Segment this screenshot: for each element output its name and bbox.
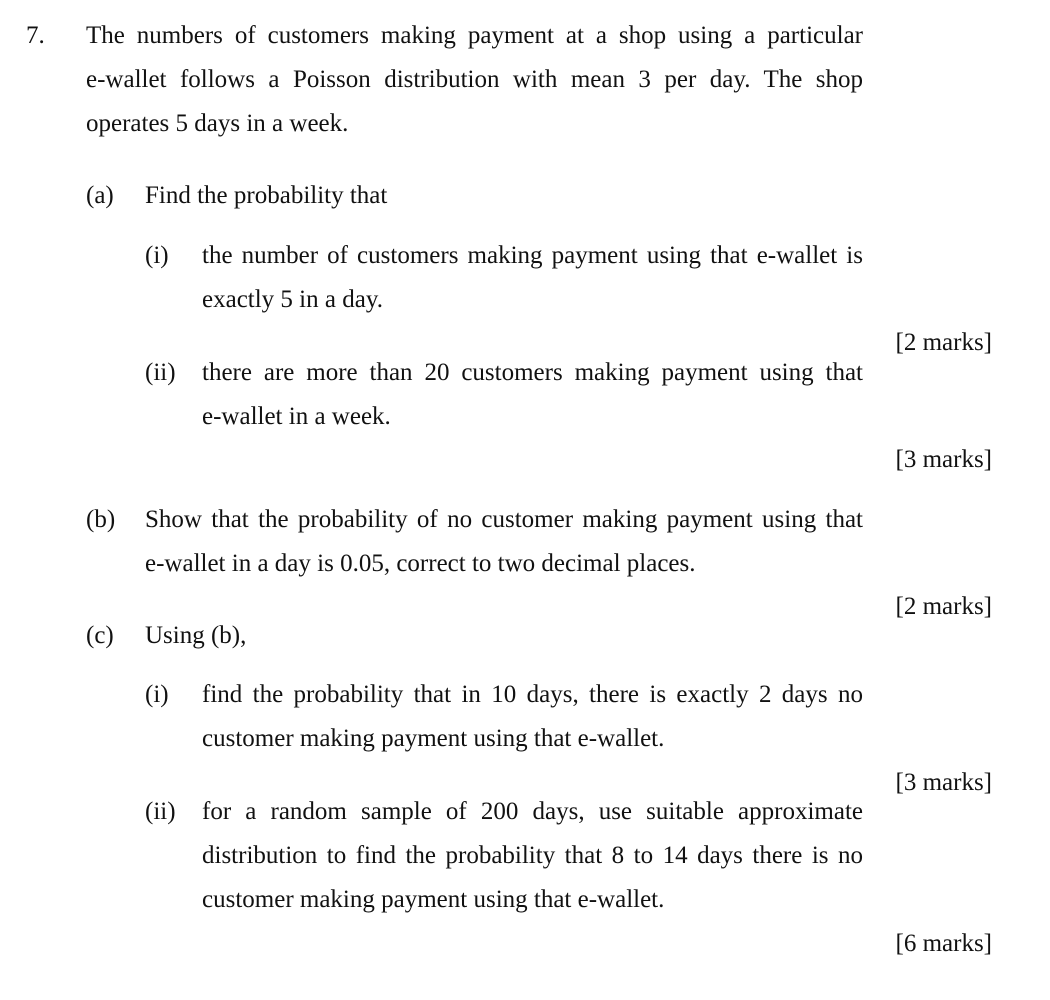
part-a-label: (a) [86,182,114,209]
part-a-ii-line-2: e-wallet in a week. [202,403,391,430]
part-c-ii-line-2: distribution to find the probability that 8 to 14 days there is no [202,842,863,869]
part-a-i-line-2: exactly 5 in a day. [202,286,383,313]
part-a-text: Find the probability that [145,182,388,209]
part-b-line-2: e-wallet in a day is 0.05, correct to two decimal places. [145,550,696,577]
part-b-label: (b) [86,506,116,533]
part-c-i-line-1: find the probability that in 10 days, there is exactly 2 days no [202,681,863,708]
part-b-line-1: Show that the probability of no customer making payment using that [145,506,863,533]
part-c-i-line-2: customer making payment using that e-wallet. [202,725,665,752]
part-a-ii-label: (ii) [145,359,176,386]
part-c-i-marks: [3 marks] [895,769,992,796]
question-stem-line-1: The numbers of customers making payment at a shop using a particular [86,22,863,49]
part-a-i-line-1: the number of customers making payment using that e-wallet is [202,242,863,269]
part-c-ii-line-3: customer making payment using that e-wallet. [202,886,665,913]
part-a-ii-marks: [3 marks] [895,446,992,473]
part-c-ii-marks: [6 marks] [895,930,992,957]
part-b-marks: [2 marks] [895,593,992,620]
question-stem-line-3: operates 5 days in a week. [86,110,349,137]
question-stem-line-2: e-wallet follows a Poisson distribution with mean 3 per day. The shop [86,66,863,93]
part-c-i-label: (i) [145,681,169,708]
part-c-ii-line-1: for a random sample of 200 days, use suitable approximate [202,798,863,825]
part-a-i-marks: [2 marks] [895,329,992,356]
part-a-i-label: (i) [145,242,169,269]
part-c-ii-label: (ii) [145,798,176,825]
part-c-label: (c) [86,622,114,649]
part-c-text: Using (b), [145,622,247,649]
question-number: 7. [26,22,45,49]
part-a-ii-line-1: there are more than 20 customers making payment using that [202,359,863,386]
